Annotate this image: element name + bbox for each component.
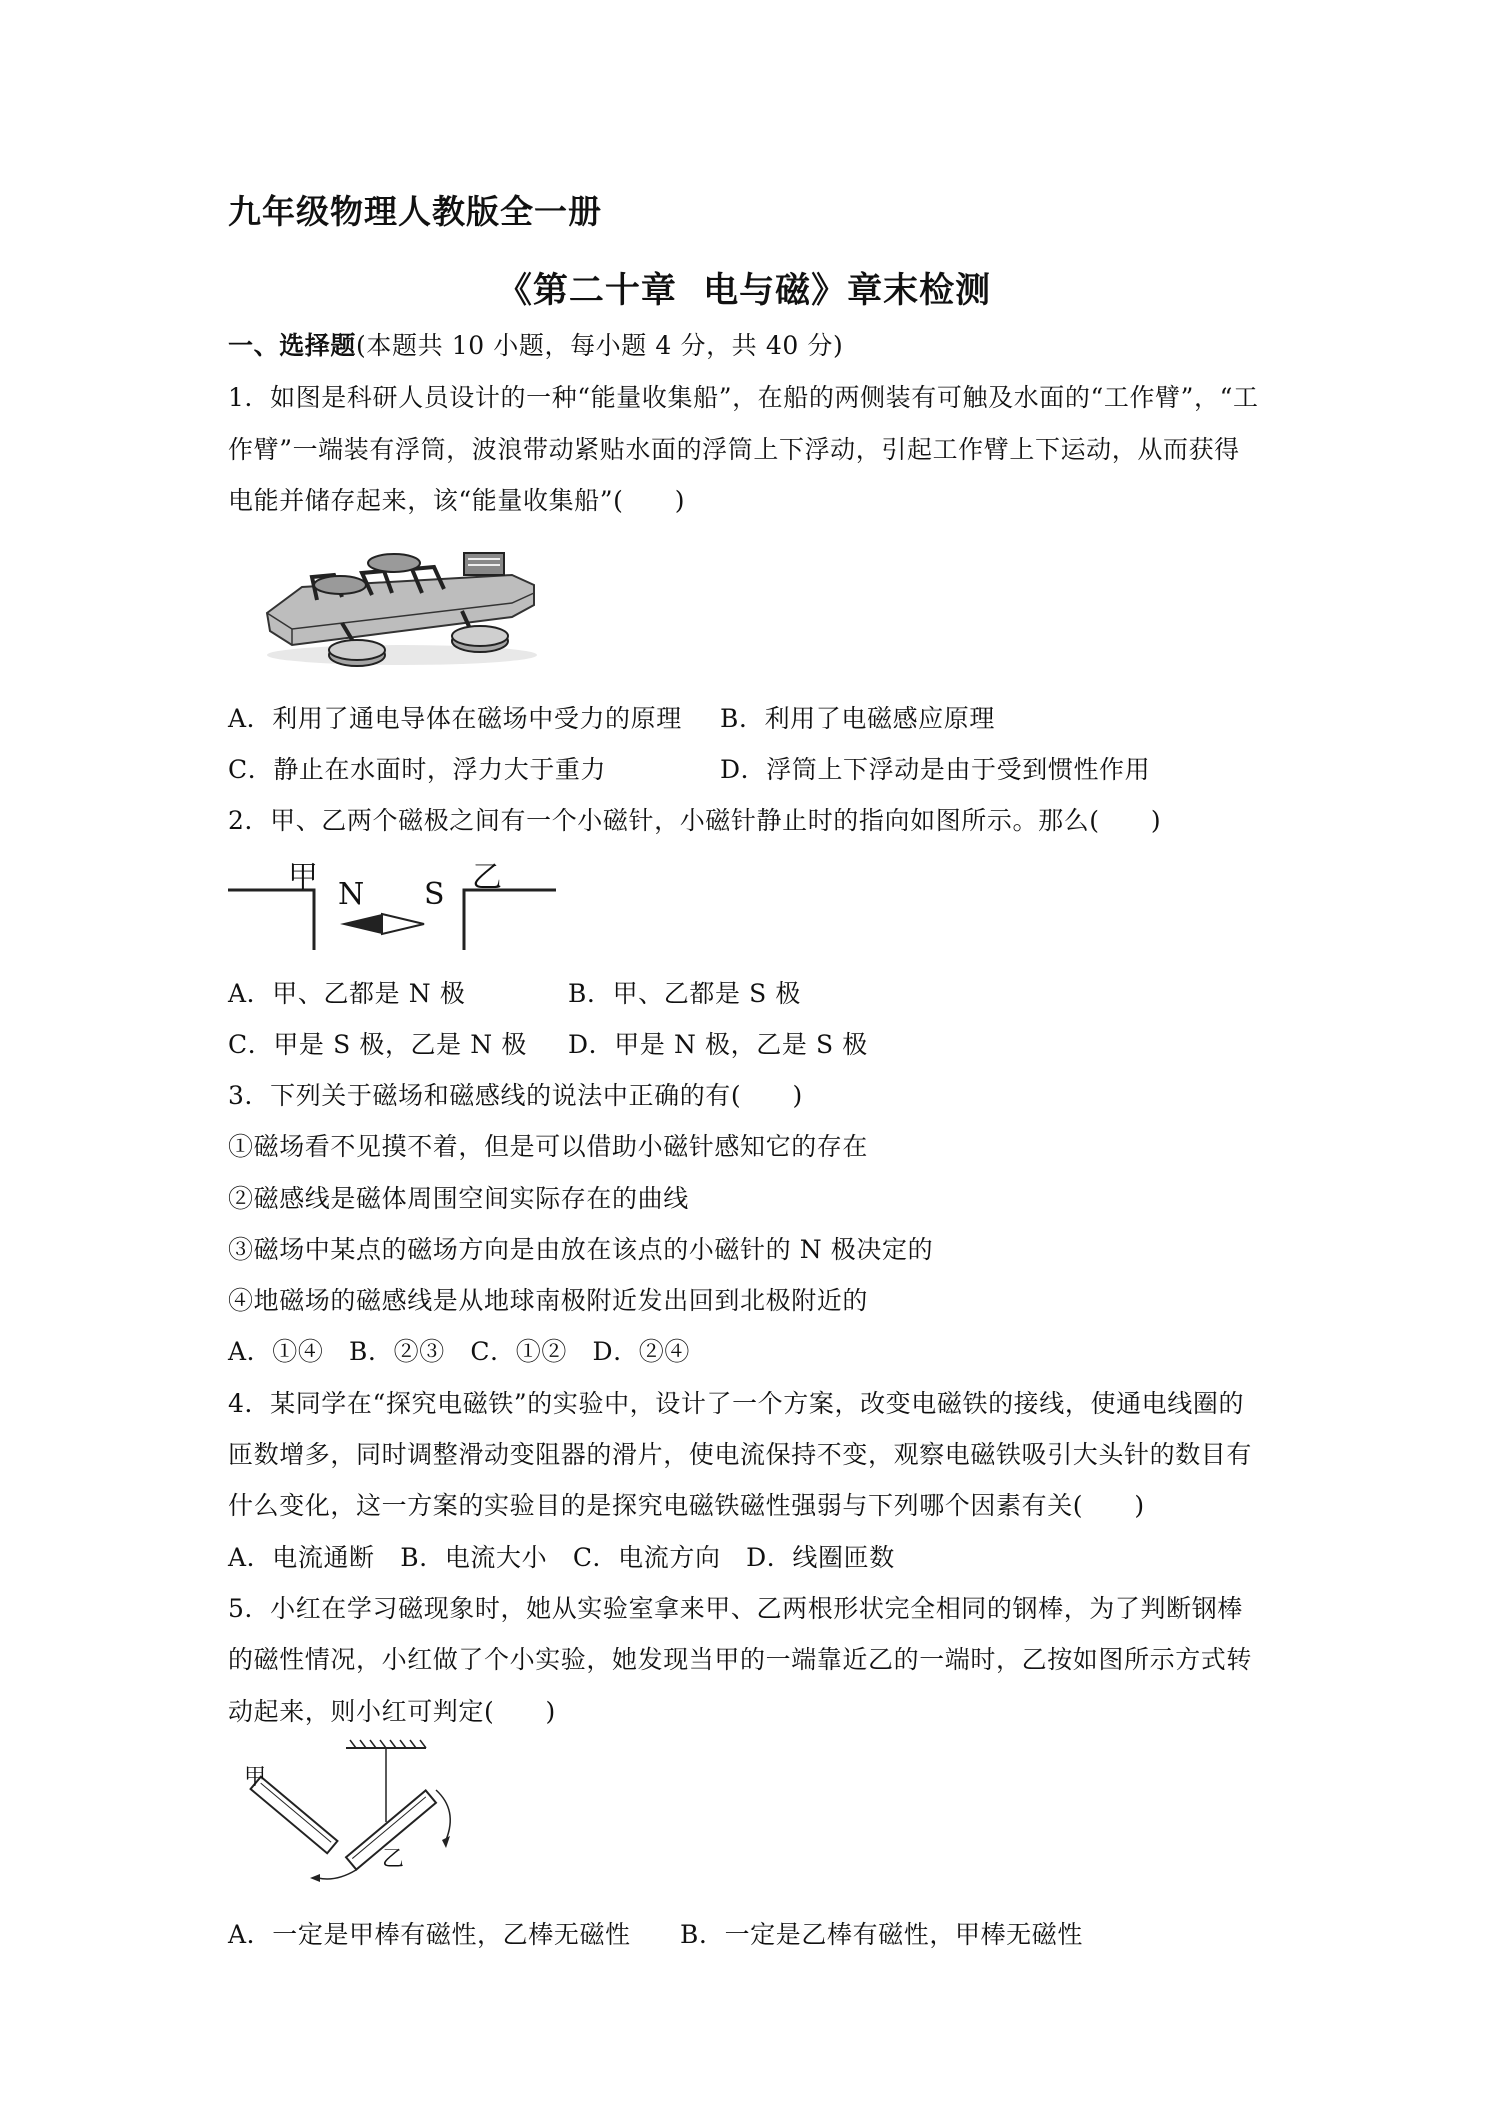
question-number: 4． [228,1389,271,1418]
statement-4: ④地磁场的磁感线是从地球南极附近发出回到北极附近的 [228,1286,869,1315]
question-1-line-3: 电能并储存起来，该“能量收集船”( ) [228,486,686,515]
question-text: 下列关于磁场和磁感线的说法中正确的有( ) [270,1081,803,1110]
question-5-option-b[interactable]: B．一定是乙棒有磁性，甲棒无磁性 [680,1920,1083,1949]
question-2-option-c[interactable]: C．甲是 S 极，乙是 N 极 [228,1030,527,1059]
pole-yi-label: 乙 [472,860,502,895]
bar-yi-label: 乙 [382,1847,405,1872]
question-4-options[interactable]: A．电流通断 B．电流大小 C．电流方向 D．线圈匝数 [228,1543,895,1572]
question-1-option-d[interactable]: D．浮筒上下浮动是由于受到惯性作用 [720,755,1151,784]
question-4-line-3: 什么变化，这一方案的实验目的是探究电磁铁磁性强弱与下列哪个因素有关( ) [228,1491,1145,1520]
question-1-line-1 [228,383,1259,413]
question-text: 小红在学习磁现象时，她从实验室拿来甲、乙两根形状完全相同的钢棒，为了判断钢棒 [270,1594,1243,1623]
test-title: 《第二十章 电与磁》章末检测 [496,271,992,311]
book-title: 九年级物理人教版全一册 [228,192,602,231]
question-5-line-2: 的磁性情况，小红做了个小实验，她发现当甲的一端靠近乙的一端时，乙按如图所示方式转 [228,1645,1253,1674]
section-note: (本题共 10 小题，每小题 4 分，共 40 分) [356,331,844,360]
statement-3: ③磁场中某点的磁场方向是由放在该点的小磁针的 N 极决定的 [228,1235,934,1264]
question-1-option-b[interactable]: B．利用了电磁感应原理 [720,704,995,733]
bar-jia-label: 甲 [244,1765,267,1790]
question-5-line-3: 动起来，则小红可判定( ) [228,1697,556,1726]
question-number: 2． [228,806,271,835]
question-4-line-2: 匝数增多，同时调整滑动变阻器的滑片，使电流保持不变，观察电磁铁吸引大头针的数目有 [228,1440,1253,1469]
magnet-needle-figure [226,852,556,952]
question-4-line-1 [228,1389,1244,1419]
statement-2: ②磁感线是磁体周围空间实际存在的曲线 [228,1184,689,1213]
statement-1: ①磁场看不见摸不着，但是可以借助小磁针感知它的存在 [228,1132,869,1161]
energy-boat-figure [262,545,542,675]
question-3-line-1 [228,1081,803,1111]
question-5-line-1 [228,1594,1243,1624]
question-1-option-c[interactable]: C．静止在水面时，浮力大于重力 [228,755,607,784]
question-2-option-d[interactable]: D．甲是 N 极，乙是 S 极 [568,1030,868,1059]
question-2-option-a[interactable]: A．甲、乙都是 N 极 [228,979,466,1008]
question-1-option-a[interactable]: A．利用了通电导体在磁场中受力的原理 [228,704,682,733]
question-text: 甲、乙两个磁极之间有一个小磁针，小磁针静止时的指向如图所示。那么( ) [270,806,1162,835]
question-text: 某同学在“探究电磁铁”的实验中，设计了一个方案，改变电磁铁的接线，使通电线圈的 [270,1389,1245,1418]
question-5-option-a[interactable]: A．一定是甲棒有磁性，乙棒无磁性 [228,1920,631,1949]
question-3-options[interactable]: A．①④ B．②③ C．①② D．②④ [228,1337,690,1366]
question-1-line-2: 作臂”一端装有浮筒，波浪带动紧贴水面的浮筒上下浮动，引起工作臂上下运动，从而获得 [228,435,1240,464]
needle-n-label: N [338,877,365,912]
question-2-line-1 [228,806,1161,836]
question-text: 如图是科研人员设计的一种“能量收集船”，在船的两侧装有可触及水面的“工作臂”，“工 [270,383,1259,412]
needle-s-label: S [424,877,445,912]
question-number: 1． [228,383,271,412]
question-2-option-b[interactable]: B．甲、乙都是 S 极 [568,979,801,1008]
question-number: 5． [228,1594,271,1623]
section-title: 一、选择题 [228,331,357,360]
question-number: 3． [228,1081,271,1110]
pole-jia-label: 甲 [288,860,318,895]
section-heading [228,331,843,361]
